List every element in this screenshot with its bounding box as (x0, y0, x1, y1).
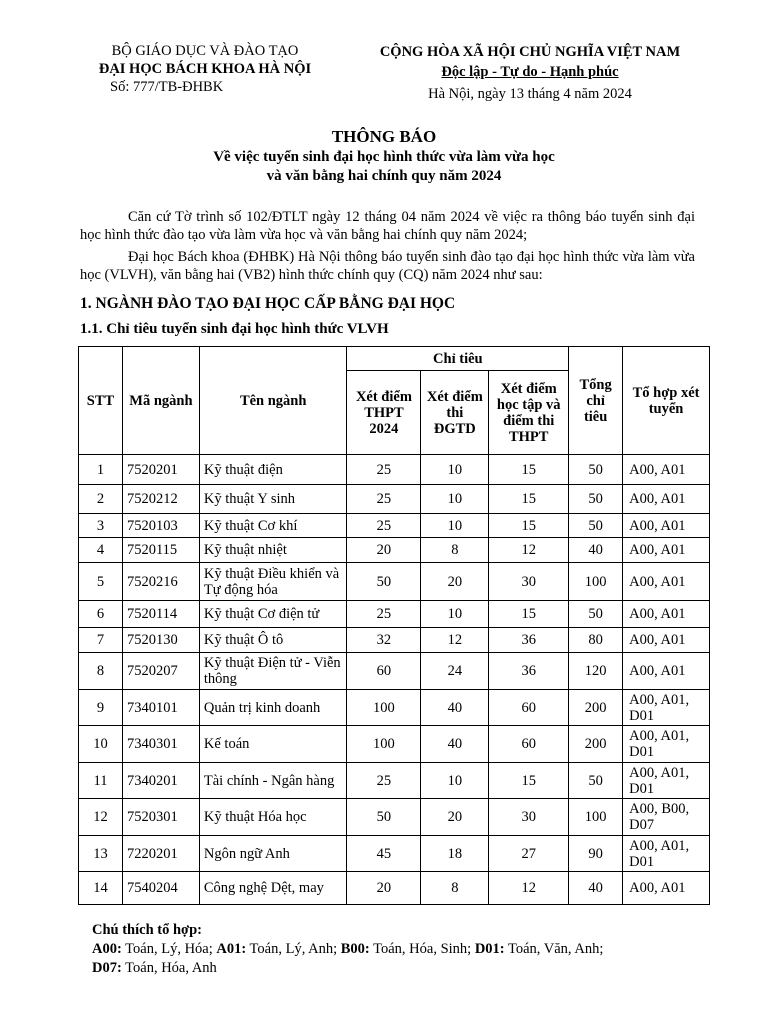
header-left (80, 42, 330, 96)
header-thpt: Xét điểm THPT 2024 (347, 371, 421, 455)
cell-total: 200 (569, 726, 623, 763)
cell-name: Kỹ thuật Y sinh (199, 485, 347, 514)
cell-stt: 1 (79, 455, 123, 485)
republic-name: CỘNG HÒA XÃ HỘI CHỦ NGHĨA VIỆT NAM (379, 44, 681, 60)
cell-combo: A00, A01 (623, 485, 710, 514)
cell-combo: A00, A01, D01 (623, 726, 710, 763)
cell-dgtd: 20 (421, 563, 489, 601)
table-row (79, 628, 710, 653)
cell-hoc-tap: 12 (489, 872, 569, 905)
cell-thpt: 25 (347, 601, 421, 628)
table-row (79, 690, 710, 726)
cell-thpt: 100 (347, 690, 421, 726)
table-row (79, 872, 710, 905)
cell-total: 80 (569, 628, 623, 653)
cell-combo: A00, B00, D07 (623, 799, 710, 836)
cell-stt: 7 (79, 628, 123, 653)
section-heading-1-1: 1.1. Chỉ tiêu tuyển sinh đại học hình thức VLVH (80, 321, 389, 337)
note-item: B00: Toán, Hóa, Sinh; (340, 941, 475, 957)
cell-code: 7520130 (122, 628, 199, 653)
quota-table (78, 346, 710, 905)
cell-code: 7520212 (122, 485, 199, 514)
cell-stt: 8 (79, 653, 123, 690)
title-block (0, 126, 768, 186)
cell-thpt: 32 (347, 628, 421, 653)
cell-total: 90 (569, 836, 623, 872)
cell-code: 7520103 (122, 514, 199, 538)
document-title: THÔNG BÁO (331, 127, 437, 146)
cell-total: 120 (569, 653, 623, 690)
cell-code: 7520115 (122, 538, 199, 563)
cell-name: Kỹ thuật Cơ khí (199, 514, 347, 538)
cell-dgtd: 8 (421, 538, 489, 563)
cell-dgtd: 10 (421, 485, 489, 514)
table-row (79, 601, 710, 628)
note-item: A01: Toán, Lý, Anh; (216, 941, 341, 957)
table-row (79, 514, 710, 538)
cell-name: Kỹ thuật điện (199, 455, 347, 485)
header-code: Mã ngành (122, 347, 199, 455)
cell-thpt: 60 (347, 653, 421, 690)
cell-thpt: 50 (347, 563, 421, 601)
cell-combo: A00, A01 (623, 455, 710, 485)
cell-thpt: 20 (347, 872, 421, 905)
cell-dgtd: 24 (421, 653, 489, 690)
table-row (79, 763, 710, 799)
cell-combo: A00, A01, D01 (623, 836, 710, 872)
cell-combo: A00, A01 (623, 538, 710, 563)
note-item: D07: Toán, Hóa, Anh (92, 960, 217, 976)
cell-stt: 4 (79, 538, 123, 563)
cell-total: 200 (569, 690, 623, 726)
header-dgtd: Xét điểm thi ĐGTD (421, 371, 489, 455)
cell-dgtd: 10 (421, 455, 489, 485)
header-quota-group: Chỉ tiêu (347, 347, 569, 371)
cell-hoc-tap: 36 (489, 653, 569, 690)
cell-dgtd: 20 (421, 799, 489, 836)
table-row (79, 563, 710, 601)
document-subtitle-1: Về việc tuyển sinh đại học hình thức vừa làm vừa học (213, 149, 555, 165)
cell-hoc-tap: 30 (489, 799, 569, 836)
document-date: Hà Nội, ngày 13 tháng 4 năm 2024 (428, 86, 632, 102)
cell-code: 7520301 (122, 799, 199, 836)
cell-combo: A00, A01, D01 (623, 690, 710, 726)
document-number: Số: 777/TB-ĐHBK (110, 79, 224, 95)
cell-combo: A00, A01 (623, 628, 710, 653)
cell-name: Kỹ thuật Điều khiển và Tự động hóa (199, 563, 347, 601)
cell-name: Kỹ thuật Ô tô (199, 628, 347, 653)
cell-stt: 13 (79, 836, 123, 872)
cell-dgtd: 40 (421, 690, 489, 726)
cell-combo: A00, A01 (623, 563, 710, 601)
cell-dgtd: 10 (421, 601, 489, 628)
cell-name: Kế toán (199, 726, 347, 763)
cell-thpt: 100 (347, 726, 421, 763)
cell-dgtd: 18 (421, 836, 489, 872)
university-name: ĐẠI HỌC BÁCH KHOA HÀ NỘI (98, 61, 312, 77)
table-row (79, 485, 710, 514)
cell-name: Tài chính - Ngân hàng (199, 763, 347, 799)
cell-hoc-tap: 15 (489, 514, 569, 538)
note-item: D01: Toán, Văn, Anh; (474, 941, 604, 957)
cell-total: 100 (569, 799, 623, 836)
cell-name: Công nghệ Dệt, may (199, 872, 347, 905)
cell-code: 7220201 (122, 836, 199, 872)
cell-code: 7340301 (122, 726, 199, 763)
paragraph-basis: Căn cứ Tờ trình số 102/ĐTLT ngày 12 tháng 04 năm 2024 về việc ra thông báo tuyển sinh đại học hình thức đào tạo vừa làm vừa học và văn bằng hai chính quy năm 2024; (80, 209, 695, 243)
cell-thpt: 20 (347, 538, 421, 563)
cell-hoc-tap: 27 (489, 836, 569, 872)
cell-combo: A00, A01 (623, 872, 710, 905)
cell-code: 7340201 (122, 763, 199, 799)
cell-stt: 5 (79, 563, 123, 601)
cell-name: Kỹ thuật Điện tử - Viễn thông (199, 653, 347, 690)
cell-code: 7520114 (122, 601, 199, 628)
cell-name: Kỹ thuật Hóa học (199, 799, 347, 836)
table-row (79, 799, 710, 836)
combo-notes (92, 921, 702, 978)
cell-combo: A00, A01 (623, 653, 710, 690)
cell-total: 100 (569, 563, 623, 601)
cell-thpt: 50 (347, 799, 421, 836)
table-row (79, 836, 710, 872)
quota-table-body (79, 455, 710, 905)
cell-hoc-tap: 15 (489, 455, 569, 485)
cell-stt: 11 (79, 763, 123, 799)
cell-total: 40 (569, 872, 623, 905)
document-subtitle-2: và văn bằng hai chính quy năm 2024 (266, 168, 502, 184)
cell-hoc-tap: 15 (489, 601, 569, 628)
cell-hoc-tap: 12 (489, 538, 569, 563)
cell-code: 7520201 (122, 455, 199, 485)
cell-name: Kỹ thuật nhiệt (199, 538, 347, 563)
table-row (79, 726, 710, 763)
cell-dgtd: 40 (421, 726, 489, 763)
cell-stt: 12 (79, 799, 123, 836)
cell-name: Quản trị kinh doanh (199, 690, 347, 726)
cell-hoc-tap: 15 (489, 763, 569, 799)
cell-total: 50 (569, 763, 623, 799)
section-heading-1: 1. NGÀNH ĐÀO TẠO ĐẠI HỌC CẤP BẰNG ĐẠI HỌC (80, 295, 456, 312)
cell-total: 50 (569, 601, 623, 628)
cell-dgtd: 10 (421, 763, 489, 799)
cell-thpt: 25 (347, 514, 421, 538)
table-row (79, 538, 710, 563)
cell-code: 7340101 (122, 690, 199, 726)
cell-total: 50 (569, 455, 623, 485)
table-row (79, 653, 710, 690)
header-hoc-tap: Xét điểm học tập và điểm thi THPT (489, 371, 569, 455)
cell-stt: 2 (79, 485, 123, 514)
header-name: Tên ngành (199, 347, 347, 455)
cell-hoc-tap: 36 (489, 628, 569, 653)
cell-stt: 9 (79, 690, 123, 726)
cell-dgtd: 8 (421, 872, 489, 905)
table-row (79, 455, 710, 485)
note-item: A00: Toán, Lý, Hóa; (92, 941, 217, 957)
cell-total: 50 (569, 514, 623, 538)
cell-combo: A00, A01 (623, 601, 710, 628)
cell-hoc-tap: 15 (489, 485, 569, 514)
cell-hoc-tap: 30 (489, 563, 569, 601)
cell-total: 40 (569, 538, 623, 563)
notes-title: Chú thích tổ hợp: (92, 922, 202, 938)
header-total: Tổng chỉ tiêu (569, 347, 623, 455)
cell-stt: 6 (79, 601, 123, 628)
cell-thpt: 45 (347, 836, 421, 872)
ministry-name: BỘ GIÁO DỤC VÀ ĐÀO TẠO (111, 43, 299, 59)
cell-thpt: 25 (347, 455, 421, 485)
cell-name: Kỹ thuật Cơ điện tử (199, 601, 347, 628)
cell-combo: A00, A01 (623, 514, 710, 538)
paragraph-announcement: Đại học Bách khoa (ĐHBK) Hà Nội thông báo tuyển sinh đào tạo đại học hình thức vừa làm vừa học (VLVH), văn bằng hai (VB2) hình thức chính quy (CQ) năm 2024 như sau: (80, 249, 695, 283)
cell-code: 7520216 (122, 563, 199, 601)
header-right (370, 42, 690, 104)
cell-hoc-tap: 60 (489, 726, 569, 763)
cell-total: 50 (569, 485, 623, 514)
cell-hoc-tap: 60 (489, 690, 569, 726)
cell-stt: 10 (79, 726, 123, 763)
cell-code: 7520207 (122, 653, 199, 690)
cell-code: 7540204 (122, 872, 199, 905)
cell-name: Ngôn ngữ Anh (199, 836, 347, 872)
cell-stt: 3 (79, 514, 123, 538)
cell-combo: A00, A01, D01 (623, 763, 710, 799)
cell-thpt: 25 (347, 763, 421, 799)
header-combo: Tổ hợp xét tuyển (623, 347, 710, 455)
cell-thpt: 25 (347, 485, 421, 514)
national-motto: Độc lập - Tự do - Hạnh phúc (441, 64, 619, 80)
header-stt: STT (79, 347, 123, 455)
cell-dgtd: 12 (421, 628, 489, 653)
cell-stt: 14 (79, 872, 123, 905)
cell-dgtd: 10 (421, 514, 489, 538)
